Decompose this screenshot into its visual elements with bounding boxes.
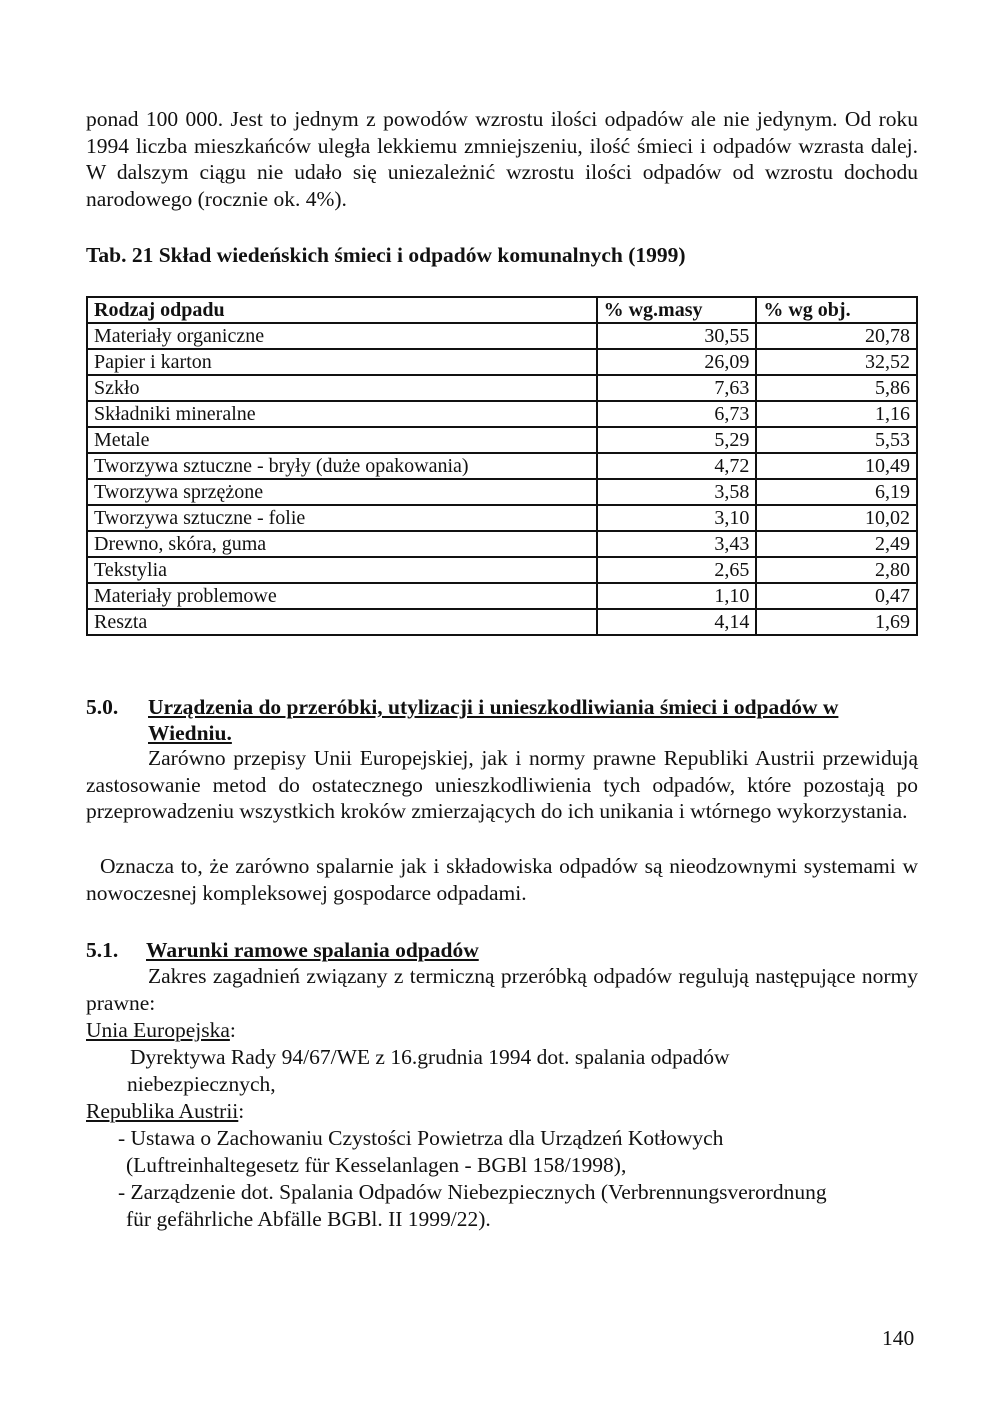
mass-percent-cell: 3,10 — [597, 505, 757, 531]
mass-percent-cell: 7,63 — [597, 375, 757, 401]
section-5-0-heading — [86, 694, 926, 746]
waste-type-cell: Składniki mineralne — [87, 401, 597, 427]
mass-percent-cell: 6,73 — [597, 401, 757, 427]
waste-type-cell: Materiały organiczne — [87, 323, 597, 349]
table-caption: Tab. 21 Skład wiedeńskich śmieci i odpadów komunalnych (1999) — [86, 243, 686, 267]
mass-percent-cell: 26,09 — [597, 349, 757, 375]
volume-percent-cell: 10,49 — [756, 453, 917, 479]
austria-law-1-line-2: (Luftreinhaltegesetz für Kesselanlagen - BGBl 158/1998), — [126, 1153, 627, 1177]
mass-percent-cell: 1,10 — [597, 583, 757, 609]
volume-percent-cell: 2,49 — [756, 531, 917, 557]
header-percent-volume: % wg obj. — [756, 297, 917, 323]
volume-percent-cell: 32,52 — [756, 349, 917, 375]
section-number: 5.1. — [86, 938, 119, 962]
mass-percent-cell: 4,72 — [597, 453, 757, 479]
mass-percent-cell: 30,55 — [597, 323, 757, 349]
section-title: Urządzenia do przeróbki, utylizacji i unieszkodliwiania śmieci i odpadów w Wiedniu. — [148, 695, 839, 745]
volume-percent-cell: 5,86 — [756, 375, 917, 401]
table-row — [87, 505, 917, 531]
section-5-0-paragraph-2: Oznacza to, że zarówno spalarnie jak i składowiska odpadów są nieodzownymi systemami w nowoczesnej kompleksowej gospodarce odpadami. — [86, 854, 918, 905]
table-row — [87, 401, 917, 427]
austria-label: Republika Austrii — [86, 1099, 239, 1123]
waste-type-cell: Metale — [87, 427, 597, 453]
waste-type-cell: Tworzywa sprzężone — [87, 479, 597, 505]
table-row — [87, 557, 917, 583]
volume-percent-cell: 5,53 — [756, 427, 917, 453]
section-5-0-paragraph-1: Zarówno przepisy Unii Europejskiej, jak i normy prawne Republiki Austrii przewidują zastosowanie metod do ostatecznego unieszkodliwienia tych odpadów, które pozostają po przeprowadzeniu wszystkich kroków zmierzających do ich unikania i wtórnego wykorzystania. — [86, 746, 918, 823]
volume-percent-cell: 10,02 — [756, 505, 917, 531]
table-row — [87, 479, 917, 505]
waste-composition-table — [86, 296, 918, 636]
mass-percent-cell: 3,58 — [597, 479, 757, 505]
page-number: 140 — [882, 1326, 915, 1350]
section-title: Warunki ramowe spalania odpadów — [146, 938, 479, 962]
volume-percent-cell: 6,19 — [756, 479, 917, 505]
waste-type-cell: Papier i karton — [87, 349, 597, 375]
austria-law-2-line-1: - Zarządzenie dot. Spalania Odpadów Niebezpiecznych (Verbrennungsverordnung — [118, 1180, 827, 1204]
table-row — [87, 375, 917, 401]
table-row — [87, 531, 917, 557]
volume-percent-cell: 0,47 — [756, 583, 917, 609]
section-5-1-heading — [86, 937, 926, 963]
header-percent-mass: % wg.masy — [597, 297, 757, 323]
table-row — [87, 453, 917, 479]
mass-percent-cell: 3,43 — [597, 531, 757, 557]
table-row — [87, 583, 917, 609]
eu-directive-line-2: niebezpiecznych, — [127, 1072, 276, 1096]
table-header-row — [87, 297, 917, 323]
waste-type-cell: Reszta — [87, 609, 597, 635]
table-row — [87, 349, 917, 375]
waste-type-cell: Materiały problemowe — [87, 583, 597, 609]
intro-paragraph: ponad 100 000. Jest to jednym z powodów wzrostu ilości odpadów ale nie jedynym. Od roku 1994 liczba mieszkańców uległa lekkiemu zmniejszeniu, ilość śmieci i odpadów wzrasta dalej. W dalszym ciągu nie udało się uniezależnić wzrostu ilości odpadów od wzrostu dochodu narodowego (rocznie ok. 4%). — [86, 107, 918, 211]
waste-type-cell: Tworzywa sztuczne - bryły (duże opakowania) — [87, 453, 597, 479]
waste-type-cell: Szkło — [87, 375, 597, 401]
austria-law-2-line-2: für gefährliche Abfälle BGBl. II 1999/22). — [126, 1207, 491, 1231]
volume-percent-cell: 2,80 — [756, 557, 917, 583]
waste-type-cell: Tekstylia — [87, 557, 597, 583]
volume-percent-cell: 1,16 — [756, 401, 917, 427]
section-5-1-paragraph-1: Zakres zagadnień związany z termiczną przeróbką odpadów regulują następujące normy prawne: — [86, 964, 918, 1015]
table-row — [87, 609, 917, 635]
austria-label-line: Republika Austrii: — [86, 1099, 245, 1123]
table-row — [87, 427, 917, 453]
waste-type-cell: Tworzywa sztuczne - folie — [87, 505, 597, 531]
section-number: 5.0. — [86, 695, 119, 719]
waste-type-cell: Drewno, skóra, guma — [87, 531, 597, 557]
eu-directive-line-1: Dyrektywa Rady 94/67/WE z 16.grudnia 1994 dot. spalania odpadów — [130, 1045, 730, 1069]
eu-label-line: Unia Europejska: — [86, 1018, 236, 1042]
mass-percent-cell: 2,65 — [597, 557, 757, 583]
volume-percent-cell: 20,78 — [756, 323, 917, 349]
austria-law-1-line-1: - Ustawa o Zachowaniu Czystości Powietrza dla Urządzeń Kotłowych — [118, 1126, 724, 1150]
mass-percent-cell: 4,14 — [597, 609, 757, 635]
eu-label: Unia Europejska — [86, 1018, 230, 1042]
table-row — [87, 323, 917, 349]
mass-percent-cell: 5,29 — [597, 427, 757, 453]
volume-percent-cell: 1,69 — [756, 609, 917, 635]
header-waste-type: Rodzaj odpadu — [87, 297, 597, 323]
